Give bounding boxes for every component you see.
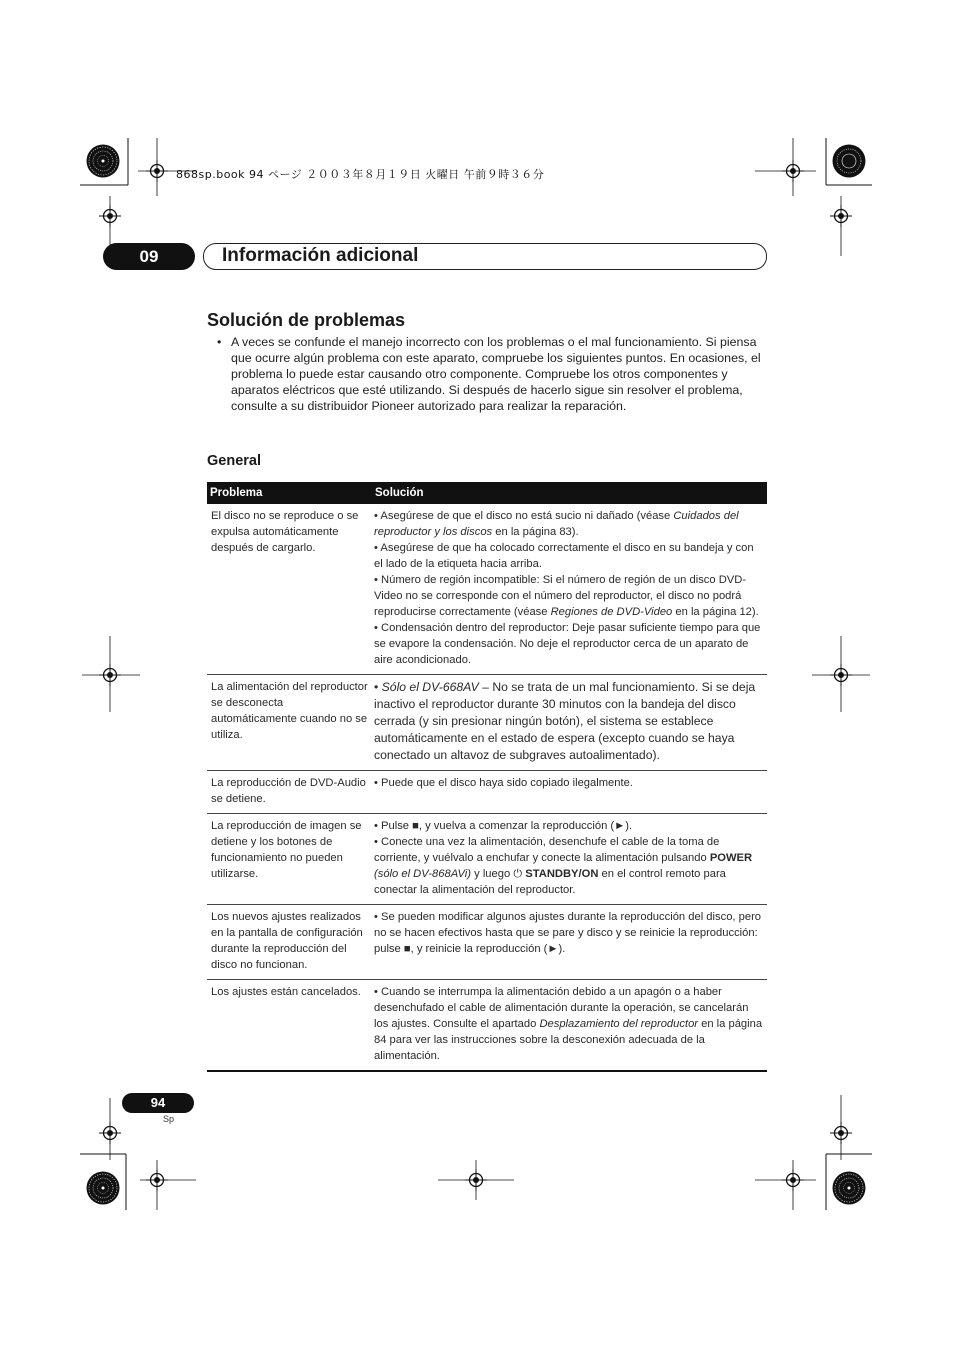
solution-cell [373, 771, 767, 814]
solution-item: • Conecte una vez la alimentación, desenchufe el cable de la toma de corriente, y vuélvalo a enchufar y conecte la alimentación pulsando POWER (sólo el DV-868AVi) y luego ⏻ STANDBY/ON en el control remoto para conectar la alimentación del reproductor. [374, 836, 753, 896]
table-row [207, 504, 767, 675]
solution-cell [373, 675, 767, 771]
solution-cell [373, 905, 767, 980]
solution-item: • Sólo el DV-668AV – No se trata de un mal funcionamiento. Si se deja inactivo el reproductor durante 30 minutos con la bandeja del disco cerrada (y sin presionar ningún botón), el sistema se establece automáticamente en el estado de espera (excepto cuando se haya conectado un altavoz de subgraves autoalimentado). [374, 680, 756, 762]
problem-cell: La reproducción de imagen se detiene y los botones de funcionamiento no pueden utilizarse. [207, 814, 373, 905]
print-header: 868sp.book 94 ページ ２００３年８月１９日 火曜日 午前９時３６分 [176, 168, 545, 181]
troubleshooting-table [207, 482, 767, 1072]
subsection-title: General [207, 453, 261, 469]
problem-cell: La reproducción de DVD-Audio se detiene. [207, 771, 373, 814]
page-number-badge: 94 [122, 1093, 194, 1113]
intro-text: A veces se confunde el manejo incorrecto con los problemas o el mal funcionamiento. Si piensa que ocurre algún problema con este aparato, compruebe los siguientes puntos. En ocasiones, el problema lo puede estar causando otro componente. Compruebe los otros componentes y aparatos eléctricos que esté utilizando. Si después de hacerlo sigue sin resolver el problema, consulte a su distribuidor Pioneer autorizado para realizar la reparación. [231, 335, 761, 413]
solution-item: • Cuando se interrumpa la alimentación debido a un apagón o a haber desenchufado el cable de alimentación durante la operación, se cancelarán los ajustes. Consulte el apartado Desplazamiento del reproductor en la página 84 para ver las instrucciones sobre la desconexión adecuada de la alimentación. [374, 986, 763, 1062]
solution-item: • Puede que el disco haya sido copiado ilegalmente. [374, 777, 633, 789]
problem-cell: Los ajustes están cancelados. [207, 980, 373, 1072]
header-problem: Problema [207, 482, 373, 504]
solution-cell [373, 980, 767, 1072]
standby-icon: ⏻ [513, 868, 523, 880]
table-header-row [207, 482, 767, 504]
solution-item: • Condensación dentro del reproductor: Deje pasar suficiente tiempo para que se evapore la condensación. No deje el reproductor cerca de un aparato de aire acondicionado. [374, 622, 761, 666]
table-row [207, 905, 767, 980]
table-row [207, 980, 767, 1072]
standby-key-label: STANDBY/ON [522, 868, 599, 880]
solution-cell [373, 504, 767, 675]
problem-cell: Los nuevos ajustes realizados en la pantalla de configuración durante la reproducción del disco no funcionan. [207, 905, 373, 980]
solution-cell [373, 814, 767, 905]
page-language-label: Sp [163, 1114, 175, 1124]
table-row [207, 814, 767, 905]
intro-bullet: • [217, 335, 222, 349]
registration-sunburst-icon [87, 145, 120, 178]
solution-item: • Número de región incompatible: Si el número de región de un disco DVD-Video no se corresponde con el número del reproductor, el disco no podrá reproducirse correctamente (véase Regiones de DVD-Video en la página 12). [374, 574, 759, 618]
solution-item: • Se pueden modificar algunos ajustes durante la reproducción del disco, pero no se hacen efectivos hasta que se pare y disco y se reinicie la reproducción: pulse ■, y reinicie la reproducción (►). [374, 911, 762, 955]
chapter-number-badge: 09 [103, 243, 195, 270]
chapter-title: Información adicional [222, 245, 419, 266]
solution-item: • Asegúrese de que ha colocado correctamente el disco en su bandeja y con el lado de la etiqueta hacia arriba. [374, 542, 754, 570]
problem-cell: La alimentación del reproductor se desconecta automáticamente cuando no se utiliza. [207, 675, 373, 771]
solution-item: • Pulse ■, y vuelva a comenzar la reproducción (►). [374, 820, 633, 832]
table-row [207, 675, 767, 771]
header-solution: Solución [373, 482, 767, 504]
power-key-label: POWER [709, 852, 753, 864]
table-row [207, 771, 767, 814]
intro-paragraph [217, 334, 767, 414]
solution-item: • Asegúrese de que el disco no está sucio ni dañado (véase Cuidados del reproductor y los discos en la página 83). [374, 510, 739, 538]
section-title: Solución de problemas [207, 310, 406, 330]
problem-cell: El disco no se reproduce o se expulsa automáticamente después de cargarlo. [207, 504, 373, 675]
